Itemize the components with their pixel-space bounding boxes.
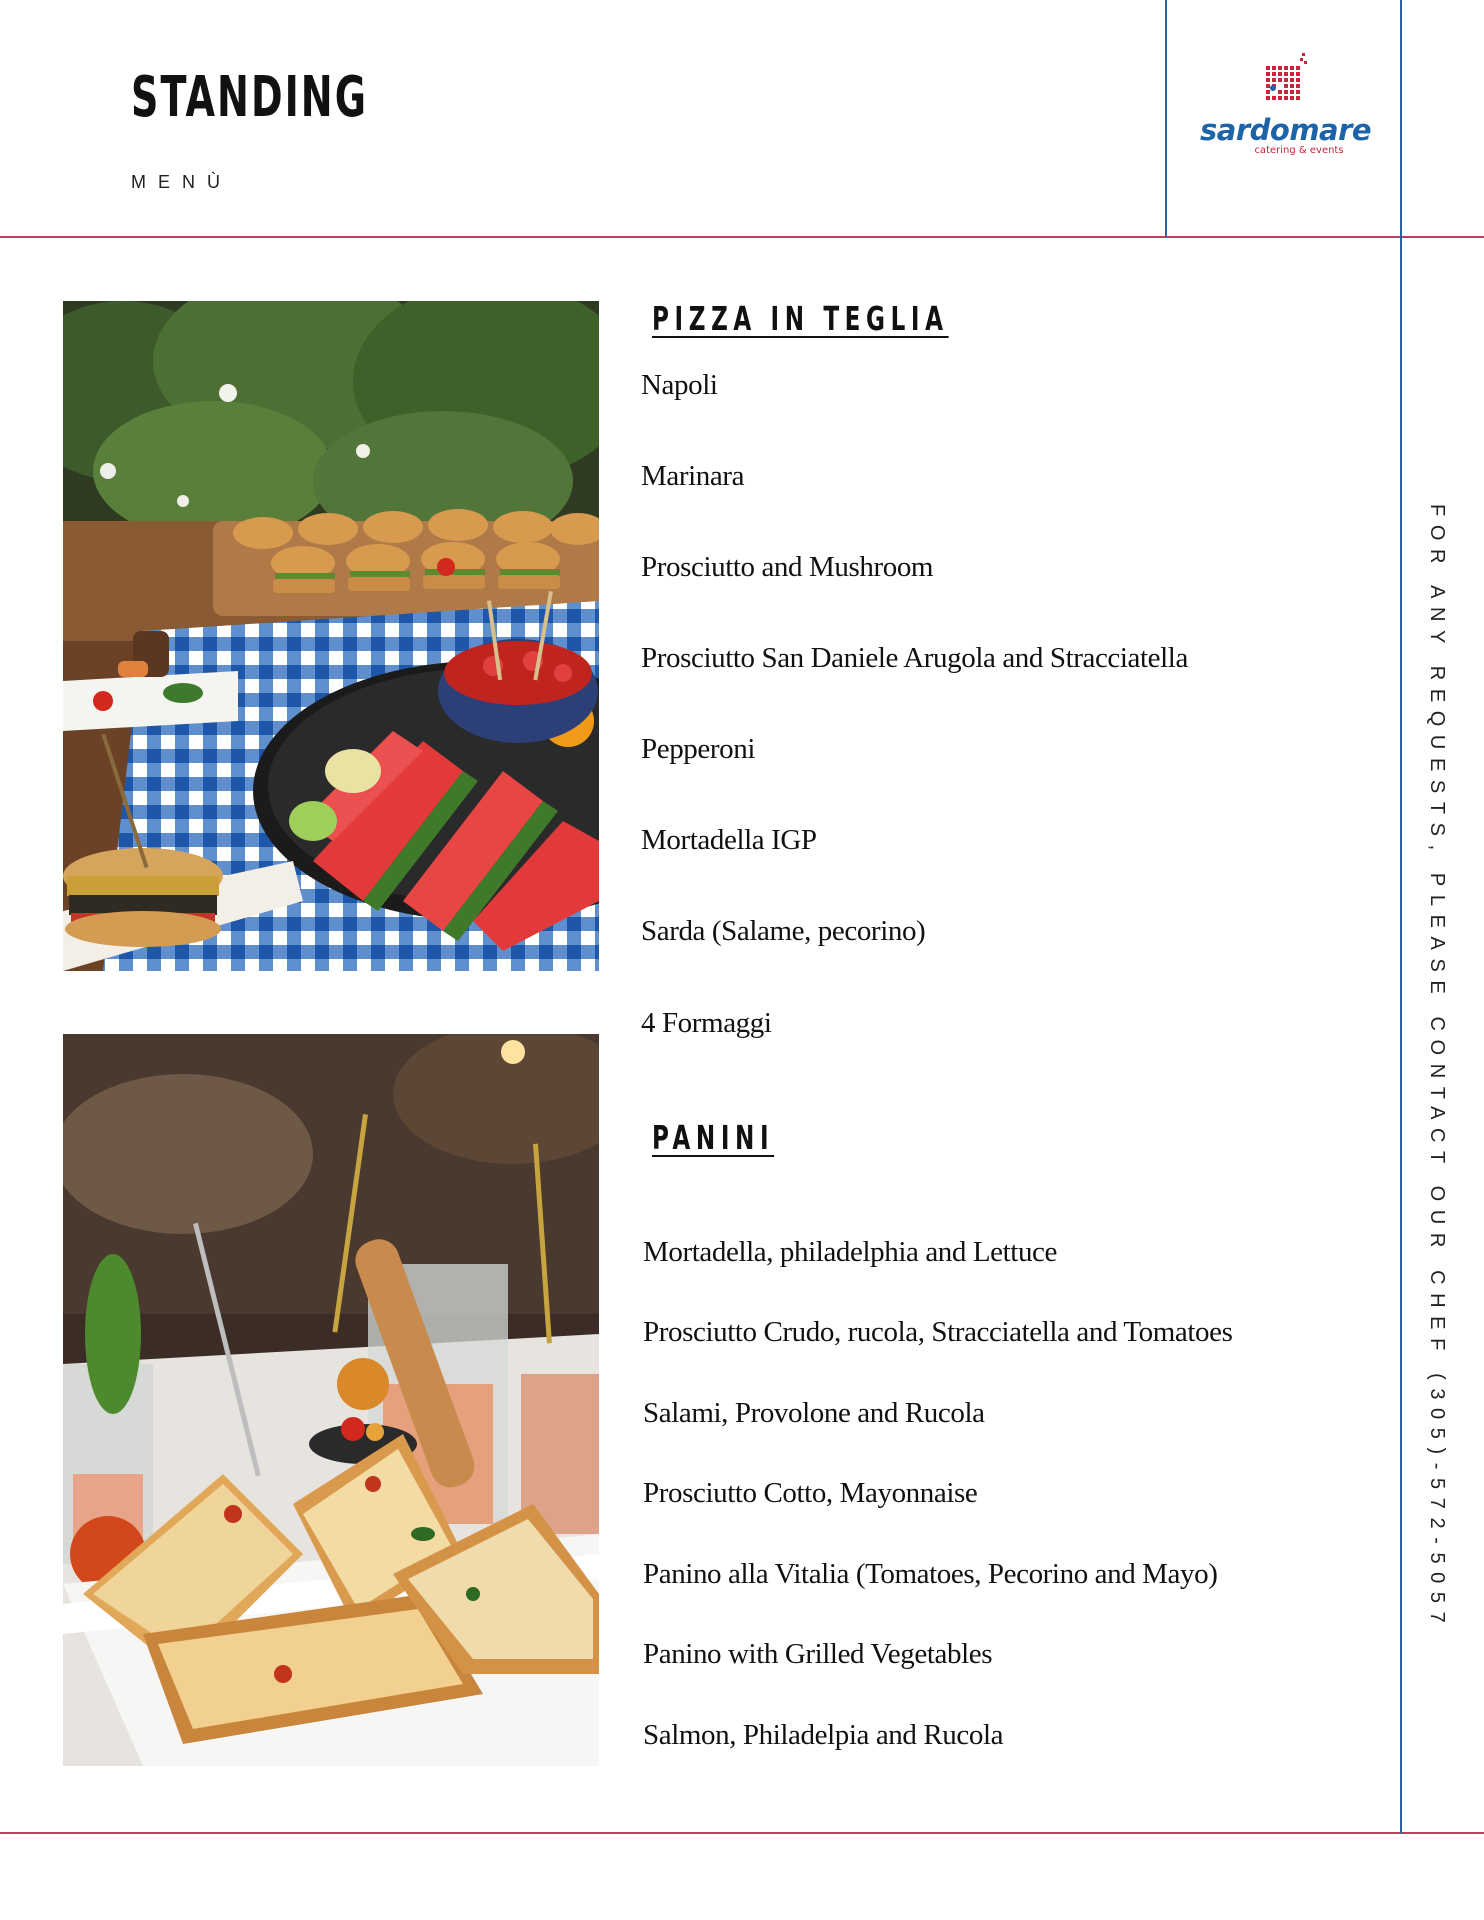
page-subtitle: MENÙ — [131, 172, 232, 192]
list-item: Prosciutto San Daniele Arugola and Stracciatella — [641, 642, 1188, 674]
list-item: Prosciutto Cotto, Mayonnaise — [643, 1477, 978, 1509]
list-item: Salami, Provolone and Rucola — [643, 1397, 985, 1429]
logo-box-left-border — [1165, 0, 1167, 237]
list-item: Sarda (Salame, pecorino) — [641, 915, 926, 947]
list-item: Napoli — [641, 369, 718, 401]
pizza-slices-photo — [63, 1034, 599, 1766]
chef-contact-note: FOR ANY REQUESTS, PLEASE CONTACT OUR CHEF (305)-572-5057 — [1426, 504, 1448, 1632]
pizza-heading: PIZZA IN TEGLIA — [652, 299, 949, 338]
header-divider — [0, 236, 1484, 238]
page-title: STANDING — [131, 65, 369, 130]
logo-tagline: catering & events — [1254, 145, 1344, 156]
list-item: Panino with Grilled Vegetables — [643, 1638, 993, 1670]
building-dots-icon — [1200, 50, 1370, 112]
list-item: Prosciutto and Mushroom — [641, 551, 934, 583]
sardomare-logo — [1200, 50, 1370, 160]
right-margin-rule — [1400, 0, 1402, 1833]
list-item: Prosciutto Crudo, rucola, Stracciatella and Tomatoes — [643, 1316, 1233, 1348]
list-item: Mortadella IGP — [641, 824, 817, 856]
list-item: Pepperoni — [641, 733, 755, 765]
list-item: Salmon, Philadelpia and Rucola — [643, 1719, 1004, 1751]
panini-heading: PANINI — [652, 1118, 775, 1157]
logo-wordmark: sardomare — [1200, 113, 1372, 147]
footer-divider — [0, 1832, 1484, 1834]
finger-food-buffet-photo — [63, 301, 599, 971]
list-item: Marinara — [641, 460, 745, 492]
list-item: 4 Formaggi — [641, 1007, 772, 1039]
list-item: Panino alla Vitalia (Tomatoes, Pecorino and Mayo) — [643, 1558, 1218, 1590]
list-item: Mortadella, philadelphia and Lettuce — [643, 1236, 1057, 1268]
